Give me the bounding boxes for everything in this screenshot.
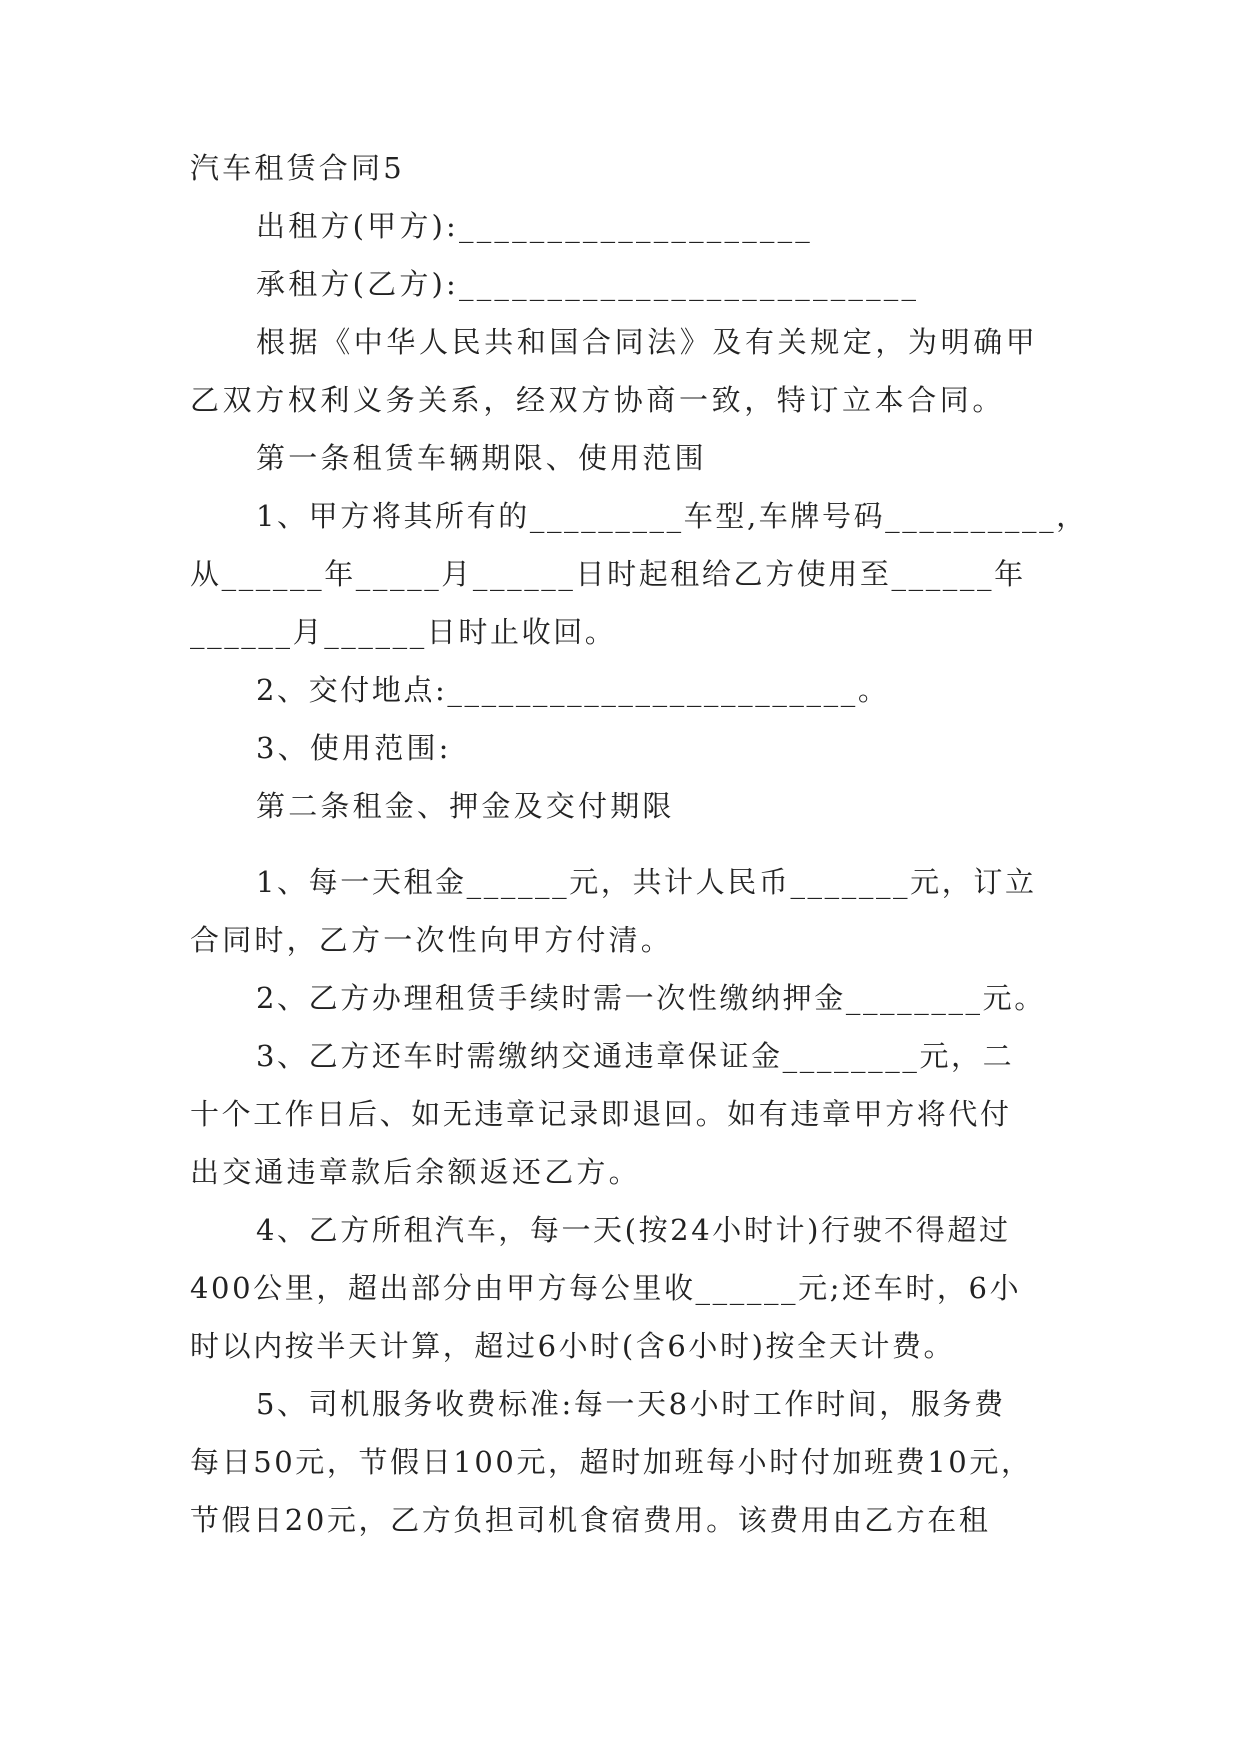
document-title: 汽车租赁合同5: [190, 151, 405, 185]
article-1-item-3: 3、使用范围:: [256, 731, 452, 765]
article-2-item-3-line-3: 出交通违章款后余额返还乙方。: [190, 1155, 641, 1189]
preamble-line-2: 乙双方权利义务关系，经双方协商一致，特订立本合同。: [190, 383, 1006, 417]
article-1-heading: 第一条租赁车辆期限、使用范围: [256, 441, 707, 475]
article-2-item-1-line-2: 合同时，乙方一次性向甲方付清。: [190, 923, 674, 957]
article-2-heading: 第二条租金、押金及交付期限: [256, 789, 675, 823]
preamble-line-1: 根据《中华人民共和国合同法》及有关规定，为明确甲: [256, 325, 1039, 359]
article-1-item-1-line-2: 从______年_____月______日时起租给乙方使用至______年: [190, 557, 1026, 591]
article-2-item-3-line-1: 3、乙方还车时需缴纳交通违章保证金________元，二: [256, 1039, 1015, 1073]
article-2-item-3-line-2: 十个工作日后、如无违章记录即退回。如有违章甲方将代付: [190, 1097, 1012, 1131]
lessor-field: 出租方(甲方):____________________: [256, 209, 813, 243]
article-2-item-4-line-3: 时以内按半天计算，超过6小时(含6小时)按全天计费。: [190, 1329, 956, 1363]
article-2-item-5-line-1: 5、司机服务收费标准:每一天8小时工作时间，服务费: [256, 1387, 1006, 1421]
lessee-field: 承租方(乙方):__________________________: [256, 267, 920, 301]
article-2-item-5-line-2: 每日50元，节假日100元，超时加班每小时付加班费10元，: [190, 1445, 1033, 1479]
article-2-item-2: 2、乙方办理租赁手续时需一次性缴纳押金________元。: [256, 981, 1046, 1015]
article-1-item-1-line-3: ______月______日时止收回。: [190, 615, 617, 649]
article-1-item-2: 2、交付地点:________________________。: [256, 673, 890, 707]
article-2-item-1-line-1: 1、每一天租金______元，共计人民币_______元，订立: [256, 865, 1037, 899]
article-2-item-4-line-2: 400公里，超出部分由甲方每公里收______元;还车时，6小: [190, 1271, 1022, 1305]
article-2-item-4-line-1: 4、乙方所租汽车，每一天(按24小时计)行驶不得超过: [256, 1213, 1011, 1247]
article-2-item-5-line-3: 节假日20元，乙方负担司机食宿费用。该费用由乙方在租: [190, 1503, 991, 1537]
article-1-item-1-line-1: 1、甲方将其所有的_________车型,车牌号码__________，: [256, 499, 1088, 533]
